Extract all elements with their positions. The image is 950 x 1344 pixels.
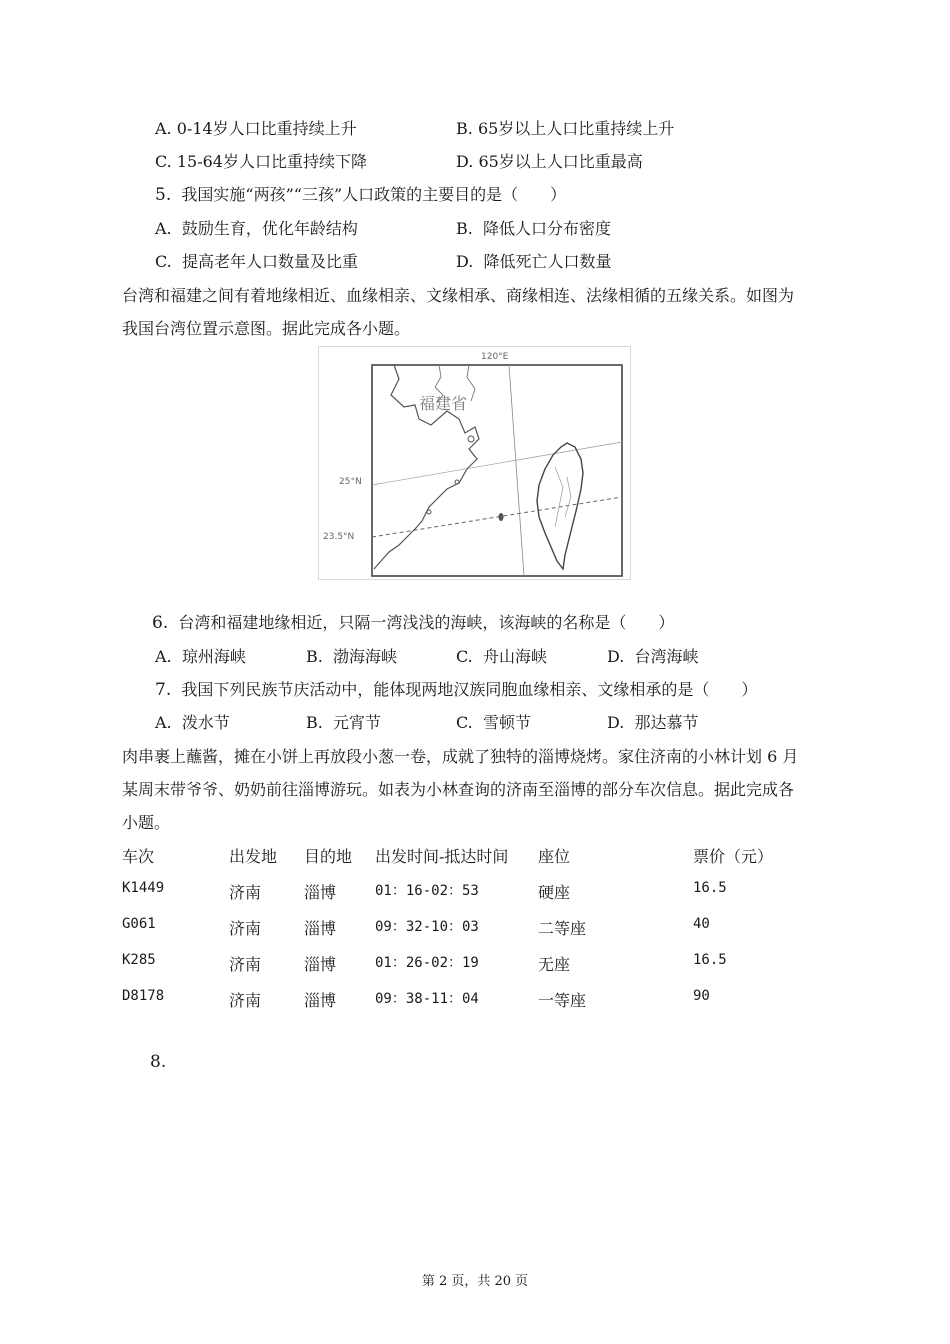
- taiwan-location-map: [318, 346, 631, 580]
- zibo-intro-line-2: 某周末带爷爷、奶奶前往淄博游玩。如表为小林查询的济南至淄博的部分车次信息。据此完成各: [122, 780, 795, 799]
- latitude-label-23: 23.5°N: [323, 532, 355, 542]
- taiwan-intro-line-2: 我国台湾位置示意图。据此完成各小题。: [122, 319, 411, 338]
- table-cell-destination: 淄博: [304, 919, 337, 938]
- q5-option-d: D. 降低死亡人口数量: [456, 252, 612, 271]
- q6-option-d: D. 台湾海峡: [607, 647, 699, 666]
- table-cell-origin: 济南: [229, 991, 262, 1010]
- river: [467, 365, 475, 401]
- q5-option-a: A. 鼓励生育，优化年龄结构: [155, 219, 358, 238]
- tropic-line: [372, 497, 622, 537]
- table-row: [122, 880, 822, 904]
- table-cell-seat: 一等座: [538, 991, 587, 1010]
- table-cell-seat: 无座: [538, 955, 571, 974]
- table-header: 出发时间-抵达时间: [375, 847, 509, 866]
- island: [427, 510, 431, 514]
- table-cell-train: K285: [122, 952, 156, 968]
- map-border: [372, 365, 622, 576]
- table-cell-destination: 淄博: [304, 955, 337, 974]
- table-cell-price: 90: [693, 988, 710, 1004]
- taiwan-island: [537, 443, 583, 569]
- table-cell-time: 01：26-02：19: [375, 955, 479, 971]
- table-row: [122, 988, 822, 1012]
- province-label: 福建省: [419, 394, 468, 413]
- q4-option-d: D. 65岁以上人口比重最高: [456, 152, 643, 171]
- taiwan-intro-line-1: 台湾和福建之间有着地缘相近、血缘相亲、文缘相承、商缘相连、法缘相循的五缘关系。如图为: [122, 286, 795, 305]
- table-cell-origin: 济南: [229, 919, 262, 938]
- table-header: 票价（元）: [693, 847, 774, 866]
- q5-stem: 5. 我国实施“两孩”“三孩”人口政策的主要目的是（ ）: [155, 185, 567, 205]
- q6-option-b: B. 渤海海峡: [306, 647, 398, 666]
- map-drawing: [319, 347, 630, 579]
- table-cell-price: 40: [693, 916, 710, 932]
- q6-option-a: A. 琼州海峡: [155, 647, 246, 666]
- zibo-intro-line-1: 肉串裹上蘸酱，摊在小饼上再放段小葱一卷，成就了独特的淄博烧烤。家住济南的小林计划 6 月: [122, 747, 799, 766]
- table-cell-time: 09：38-11：04: [375, 991, 479, 1007]
- q7-stem: 7. 我国下列民族节庆活动中，能体现两地汉族同胞血缘相亲、文缘相承的是（ ）: [155, 680, 758, 700]
- island: [468, 436, 474, 442]
- longitude-label: 120°E: [481, 352, 509, 362]
- q7-option-a: A. 泼水节: [155, 713, 230, 732]
- q4-option-a: A. 0-14岁人口比重持续上升: [155, 119, 357, 138]
- table-header: 目的地: [304, 847, 353, 866]
- table-header-row: [122, 844, 822, 868]
- table-header: 车次: [122, 847, 155, 866]
- table-cell-destination: 淄博: [304, 991, 337, 1010]
- table-cell-seat: 二等座: [538, 919, 587, 938]
- table-cell-train: G061: [122, 916, 156, 932]
- table-cell-time: 09：32-10：03: [375, 919, 479, 935]
- penghu-island: [499, 513, 504, 521]
- latitude-label-25: 25°N: [339, 477, 362, 487]
- taiwan-rivers: [555, 467, 571, 527]
- table-cell-origin: 济南: [229, 883, 262, 902]
- q5-option-b: B. 降低人口分布密度: [456, 219, 612, 238]
- q6-stem: 6. 台湾和福建地缘相近，只隔一湾浅浅的海峡，该海峡的名称是（ ）: [152, 613, 675, 633]
- table-cell-time: 01：16-02：53: [375, 883, 479, 899]
- page-footer: 第 2 页，共 20 页: [421, 1274, 529, 1289]
- table-header: 出发地: [229, 847, 278, 866]
- table-cell-origin: 济南: [229, 955, 262, 974]
- table-row: [122, 916, 822, 940]
- table-cell-destination: 淄博: [304, 883, 337, 902]
- q4-option-b: B. 65岁以上人口比重持续上升: [456, 119, 675, 138]
- q7-option-d: D. 那达慕节: [607, 713, 699, 732]
- q5-option-c: C. 提高老年人口数量及比重: [155, 252, 358, 271]
- longitude-line: [509, 365, 524, 576]
- table-cell-price: 16.5: [693, 952, 727, 968]
- table-cell-train: D8178: [122, 988, 165, 1004]
- q4-option-c: C. 15-64岁人口比重持续下降: [155, 152, 367, 171]
- table-cell-train: K1449: [122, 880, 165, 896]
- table-header: 座位: [538, 847, 571, 866]
- zibo-intro-line-3: 小题。: [122, 813, 171, 832]
- table-cell-price: 16.5: [693, 880, 727, 896]
- q7-option-b: B. 元宵节: [306, 713, 382, 732]
- table-row: [122, 952, 822, 976]
- q6-option-c: C. 舟山海峡: [456, 647, 547, 666]
- q7-option-c: C. 雪顿节: [456, 713, 531, 732]
- latitude-line-25: [372, 442, 622, 485]
- q8-number: 8.: [150, 1052, 167, 1072]
- table-cell-seat: 硬座: [538, 883, 571, 902]
